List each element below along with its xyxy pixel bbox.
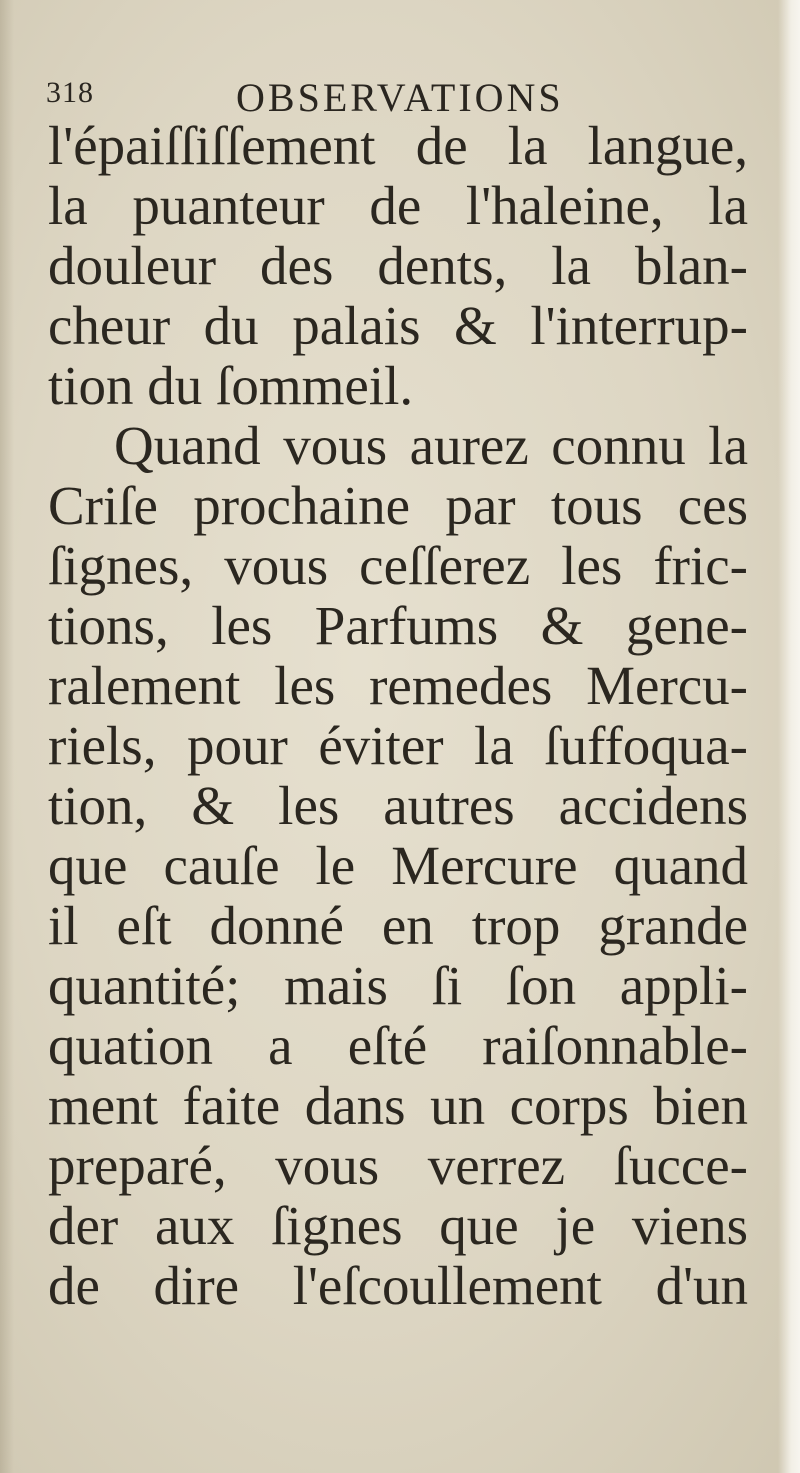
text-line: ſignes, vous ceſſerez les fric- [48,535,748,596]
text-line: de dire l'eſcoullement d'un [48,1255,748,1316]
paragraph-1 [48,116,748,416]
text-line: preparé, vous verrez ſucce- [48,1135,748,1196]
text-line: ralement les remedes Mercu- [48,655,748,716]
text-line: ment faite dans un corps bien [48,1075,748,1136]
text-line: douleur des dents, la blan- [48,235,748,296]
running-title: OBSERVATIONS [236,75,564,120]
text-line: la puanteur de l'haleine, la [48,175,748,236]
text-line: Quand vous aurez connu la [114,415,748,476]
text-line: Criſe prochaine par tous ces [48,475,748,536]
text-line: quantité; mais ſi ſon appli- [48,955,748,1016]
body-text [48,116,748,1316]
text-line: il eſt donné en trop grande [48,895,748,956]
page-edge [778,0,800,1473]
text-line: riels, pour éviter la ſuffoqua- [48,715,748,776]
text-line: l'épaiſſiſſement de la langue, [48,115,748,176]
text-line: quation a eſté raiſonnable- [48,1015,748,1076]
text-line: tions, les Parfums & gene- [48,595,748,656]
text-line: que cauſe le Mercure quand [48,835,748,896]
page-number: 318 [46,76,94,109]
text-line: der aux ſignes que je viens [48,1195,748,1256]
text-line: tion, & les autres accidens [48,775,748,836]
paragraph-2 [48,416,748,1316]
page-gutter-shadow [0,0,14,1473]
text-line: tion du ſommeil. [48,355,414,416]
text-line: cheur du palais & l'interrup- [48,295,748,356]
running-head [46,74,746,120]
